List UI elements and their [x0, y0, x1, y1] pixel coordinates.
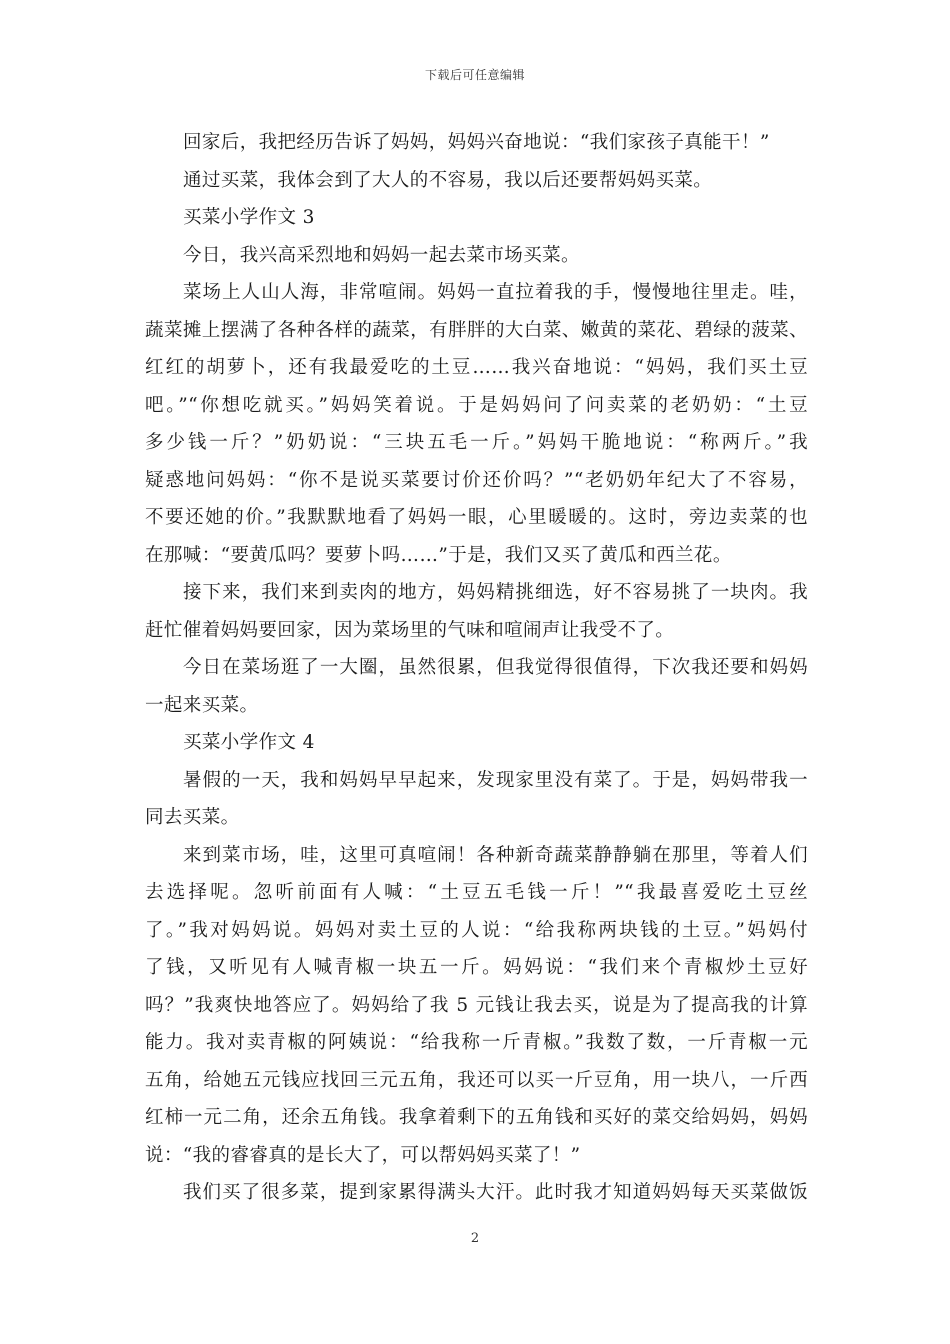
text-line: 我们买了很多菜，提到家累得满头大汗。此时我才知道妈妈每天买菜做饭	[183, 1182, 808, 1203]
text-line: 五角，给她五元钱应找回三元五角，我还可以买一斤豆角，用一块八，一斤西	[145, 1069, 808, 1091]
text-line: 多少钱一斤？”奶奶说：“三块五毛一斤。”妈妈干脆地说：“称两斤。”我	[145, 432, 808, 453]
text-line: 红红的胡萝卜，还有我最爱吃的土豆……我兴奋地说：“妈妈，我们买土豆	[145, 357, 808, 378]
text-line: 红柿一元二角，还余五角钱。我拿着剩下的五角钱和买好的菜交给妈妈，妈妈	[145, 1107, 808, 1128]
text-line: 在那喊：“要黄瓜吗？要萝卜吗……”于是，我们又买了黄瓜和西兰花。	[145, 544, 732, 566]
text-line: 接下来，我们来到卖肉的地方，妈妈精挑细选，好不容易挑了一块肉。我	[183, 582, 808, 603]
page-number: 2	[470, 1231, 480, 1246]
text-line: 赶忙催着妈妈要回家，因为菜场里的气味和喧闹声让我受不了。	[145, 619, 675, 641]
text-line: 去选择呢。忽听前面有人喊：“土豆五毛钱一斤！”“我最喜爱吃土豆丝	[145, 882, 808, 903]
text-line: 吧。”“你想吃就买。”妈妈笑着说。于是妈妈问了问卖菜的老奶奶：“土豆	[145, 394, 808, 416]
text-line: 买菜小学作文 3	[183, 207, 315, 228]
page-header: 下载后可任意编辑	[424, 68, 525, 82]
text-line: 了钱，又听见有人喊青椒一块五一斤。妈妈说：“我们来个青椒炒土豆好	[145, 957, 808, 978]
text-line: 疑惑地问妈妈：“你不是说买菜要讨价还价吗？”“老奶奶年纪大了不容易，	[145, 469, 808, 491]
text-line: 不要还她的价。”我默默地看了妈妈一眼，心里暖暖的。这时，旁边卖菜的也	[145, 507, 808, 528]
text-line: 来到菜市场，哇，这里可真喧闹！各种新奇蔬菜静静躺在那里，等着人们	[183, 844, 808, 866]
document-body	[145, 124, 808, 1212]
text-line: 吗？”我爽快地答应了。妈妈给了我 5 元钱让我去买，说是为了提高我的计算	[145, 994, 808, 1016]
text-line: 通过买菜，我体会到了大人的不容易，我以后还要帮妈妈买菜。	[183, 169, 713, 191]
text-line: 菜场上人山人海，非常喧闹。妈妈一直拉着我的手，慢慢地往里走。哇，	[183, 282, 808, 303]
text-line: 了。”我对妈妈说。妈妈对卖土豆的人说：“给我称两块钱的土豆。”妈妈付	[145, 919, 808, 941]
text-line: 一起来买菜。	[145, 694, 259, 716]
text-line: 今日，我兴高采烈地和妈妈一起去菜市场买菜。	[183, 244, 580, 266]
text-line: 能力。我对卖青椒的阿姨说：“给我称一斤青椒。”我数了数，一斤青椒一元	[145, 1032, 808, 1053]
text-line: 买菜小学作文 4	[183, 732, 315, 753]
text-line: 同去买菜。	[145, 807, 240, 828]
text-line: 暑假的一天，我和妈妈早早起来，发现家里没有菜了。于是，妈妈带我一	[183, 769, 808, 791]
text-line: 今日在菜场逛了一大圈，虽然很累，但我觉得很值得，下次我还要和妈妈	[183, 657, 808, 678]
text-line: 蔬菜摊上摆满了各种各样的蔬菜，有胖胖的大白菜、嫩黄的菜花、碧绿的菠菜、	[145, 319, 808, 341]
text-line: 说：“我的睿睿真的是长大了，可以帮妈妈买菜了！”	[145, 1144, 581, 1166]
text-line: 回家后，我把经历告诉了妈妈，妈妈兴奋地说：“我们家孩子真能干！”	[183, 132, 770, 153]
